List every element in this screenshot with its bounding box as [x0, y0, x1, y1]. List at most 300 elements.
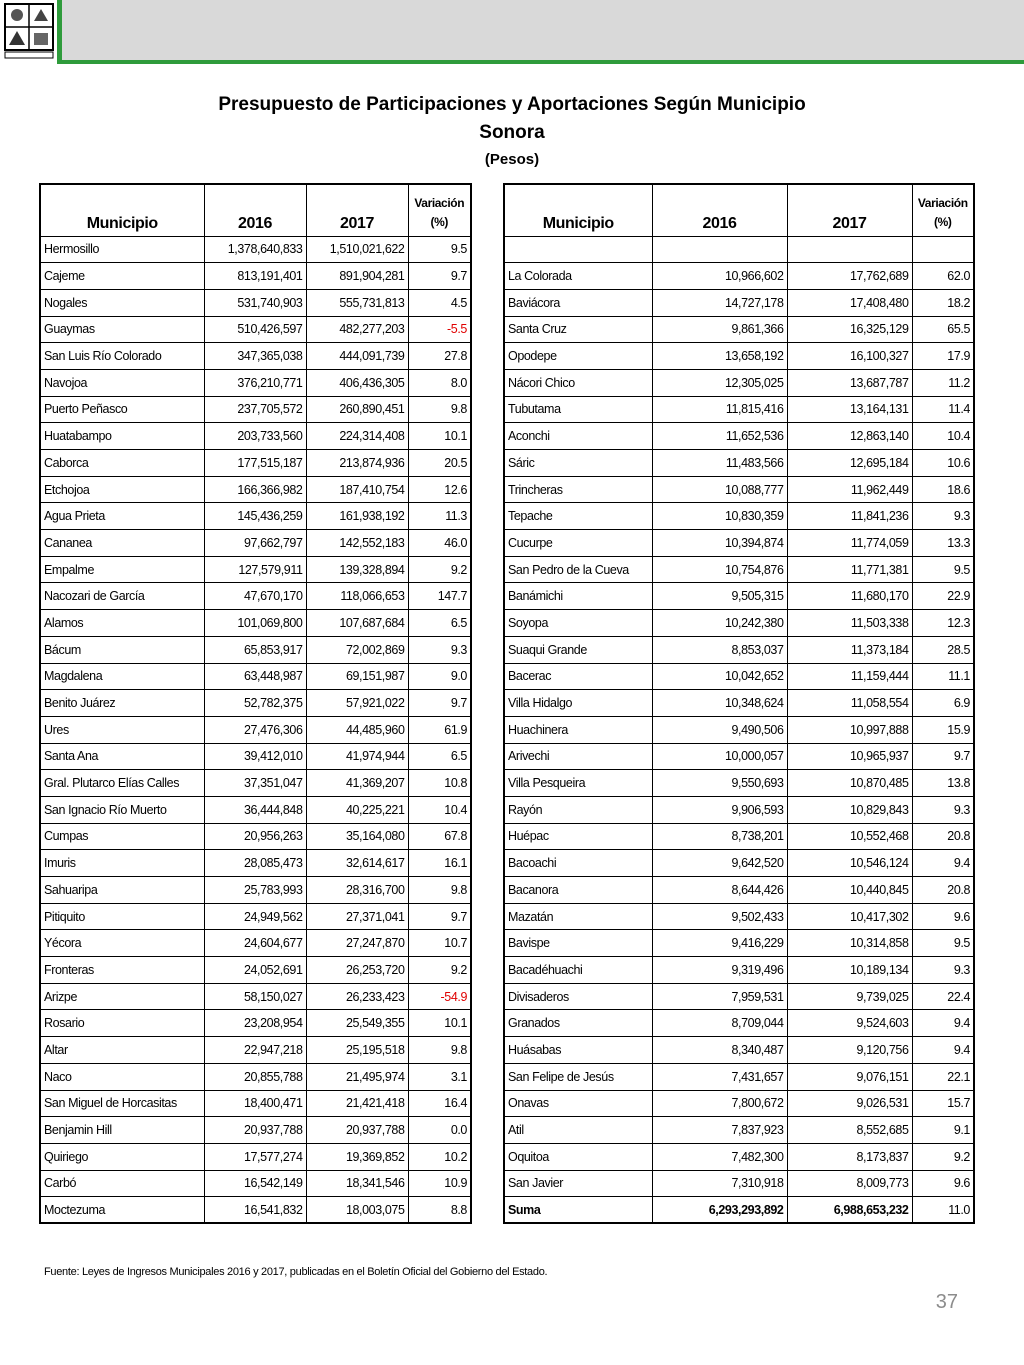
variacion-cell [912, 236, 974, 263]
value-2017-cell: 44,485,960 [306, 716, 408, 743]
municipio-cell: Huatabampo [40, 423, 204, 450]
table-row [40, 1063, 471, 1090]
value-2017-cell: 10,417,302 [787, 903, 912, 930]
value-2017-cell: 41,369,207 [306, 770, 408, 797]
variacion-cell: 11.3 [408, 503, 471, 530]
municipio-cell: La Colorada [504, 263, 652, 290]
table-row [504, 610, 974, 637]
value-2016-cell: 11,483,566 [652, 450, 787, 477]
variacion-cell: 61.9 [408, 716, 471, 743]
variacion-cell: 15.9 [912, 716, 974, 743]
variacion-cell: 9.7 [408, 263, 471, 290]
value-2017-cell: 28,316,700 [306, 877, 408, 904]
municipio-cell: Rayón [504, 796, 652, 823]
variacion-cell: 10.6 [912, 450, 974, 477]
municipio-cell: San Luis Río Colorado [40, 343, 204, 370]
table-row [40, 663, 471, 690]
table-row [40, 236, 471, 263]
value-2016-cell: 9,906,593 [652, 796, 787, 823]
col-municipio: Municipio [40, 184, 204, 236]
variacion-cell: 20.8 [912, 823, 974, 850]
variacion-cell: 9.4 [912, 1010, 974, 1037]
coat-of-arms-icon [4, 3, 54, 59]
variacion-cell: 10.1 [408, 423, 471, 450]
municipio-cell: Divisaderos [504, 983, 652, 1010]
value-2016-cell: 63,448,987 [204, 663, 306, 690]
table-row [504, 716, 974, 743]
value-2016-cell [652, 236, 787, 263]
value-2016-cell: 9,490,506 [652, 716, 787, 743]
value-2016-cell: 9,505,315 [652, 583, 787, 610]
table-row [40, 450, 471, 477]
municipio-cell: San Javier [504, 1170, 652, 1197]
value-2017-cell: 18,341,546 [306, 1170, 408, 1197]
value-2017-cell: 161,938,192 [306, 503, 408, 530]
value-2016-cell: 13,658,192 [652, 343, 787, 370]
value-2016-cell: 65,853,917 [204, 636, 306, 663]
table-row [40, 1143, 471, 1170]
value-2017-cell: 482,277,203 [306, 316, 408, 343]
table-row [40, 289, 471, 316]
state-logo [0, 0, 62, 64]
municipio-cell: Magdalena [40, 663, 204, 690]
table-row [504, 636, 974, 663]
variacion-cell: 18.6 [912, 476, 974, 503]
table-row [40, 1010, 471, 1037]
municipio-cell: Huásabas [504, 1037, 652, 1064]
table-row [40, 316, 471, 343]
table-row [40, 503, 471, 530]
value-2017-cell: 10,870,485 [787, 770, 912, 797]
value-2016-cell: 347,365,038 [204, 343, 306, 370]
variacion-cell: 9.8 [408, 1037, 471, 1064]
municipio-cell [504, 236, 652, 263]
value-2017-cell: 10,997,888 [787, 716, 912, 743]
variacion-cell: 9.5 [408, 236, 471, 263]
municipio-cell: Arivechi [504, 743, 652, 770]
value-2017-cell: 11,841,236 [787, 503, 912, 530]
value-2016-cell: 10,000,057 [652, 743, 787, 770]
value-2016-cell: 7,837,923 [652, 1117, 787, 1144]
table-row [504, 236, 974, 263]
variacion-cell: 9.5 [912, 556, 974, 583]
table-row [40, 1090, 471, 1117]
table-row [40, 743, 471, 770]
variacion-cell: 20.5 [408, 450, 471, 477]
value-2017-cell: 13,687,787 [787, 369, 912, 396]
variacion-cell: 22.9 [912, 583, 974, 610]
municipio-cell: Rosario [40, 1010, 204, 1037]
value-2016-cell: 58,150,027 [204, 983, 306, 1010]
value-2017-cell: 444,091,739 [306, 343, 408, 370]
municipio-cell: Agua Prieta [40, 503, 204, 530]
value-2017-cell: 21,421,418 [306, 1090, 408, 1117]
variacion-cell: 62.0 [912, 263, 974, 290]
value-2016-cell: 10,088,777 [652, 476, 787, 503]
municipio-cell: Mazatán [504, 903, 652, 930]
value-2017-cell: 16,100,327 [787, 343, 912, 370]
value-2016-cell: 531,740,903 [204, 289, 306, 316]
municipio-cell: Arizpe [40, 983, 204, 1010]
table-row [40, 1117, 471, 1144]
variacion-cell: 22.1 [912, 1063, 974, 1090]
variacion-cell: 9.7 [912, 743, 974, 770]
value-2017-cell: 11,503,338 [787, 610, 912, 637]
table-row [40, 556, 471, 583]
total-row [504, 1197, 974, 1224]
value-2016-cell: 9,319,496 [652, 957, 787, 984]
value-2016-cell: 10,966,602 [652, 263, 787, 290]
table-row [504, 369, 974, 396]
municipio-cell: Trincheras [504, 476, 652, 503]
page-title: Presupuesto de Participaciones y Aportaciones Según Municipio [218, 94, 806, 115]
variacion-cell: 9.2 [912, 1143, 974, 1170]
municipio-cell: Bacerac [504, 663, 652, 690]
value-2017-cell [787, 236, 912, 263]
value-2016-cell: 20,956,263 [204, 823, 306, 850]
municipio-cell: Cumpas [40, 823, 204, 850]
table-row [504, 503, 974, 530]
units-label: (Pesos) [484, 151, 540, 168]
municipio-cell: Huépac [504, 823, 652, 850]
table-row [40, 263, 471, 290]
value-2016-cell: 237,705,572 [204, 396, 306, 423]
table-row [504, 423, 974, 450]
municipio-cell: Etchojoa [40, 476, 204, 503]
municipio-cell: Nogales [40, 289, 204, 316]
municipio-cell: Soyopa [504, 610, 652, 637]
table-row [504, 530, 974, 557]
variacion-cell: -54.9 [408, 983, 471, 1010]
variacion-cell: 10.8 [408, 770, 471, 797]
municipio-cell: Bavispe [504, 930, 652, 957]
value-2017-cell: 16,325,129 [787, 316, 912, 343]
table-row [504, 1037, 974, 1064]
value-2017-cell: 9,524,603 [787, 1010, 912, 1037]
variacion-cell: 9.3 [912, 796, 974, 823]
table-row [504, 476, 974, 503]
municipio-cell: Guaymas [40, 316, 204, 343]
variacion-cell: 22.4 [912, 983, 974, 1010]
variacion-cell: 6.5 [408, 610, 471, 637]
municipio-cell: Sáric [504, 450, 652, 477]
value-2016-cell: 1,378,640,833 [204, 236, 306, 263]
value-2016-cell: 25,783,993 [204, 877, 306, 904]
table-row [504, 316, 974, 343]
value-2016-cell: 510,426,597 [204, 316, 306, 343]
variacion-cell: 9.2 [408, 957, 471, 984]
value-2017-cell: 11,774,059 [787, 530, 912, 557]
value-2016-cell: 8,709,044 [652, 1010, 787, 1037]
table-row [504, 823, 974, 850]
table-row [504, 796, 974, 823]
municipio-cell: Moctezuma [40, 1197, 204, 1224]
col-2016: 2016 [652, 184, 787, 236]
municipio-cell: Empalme [40, 556, 204, 583]
variacion-cell: 9.3 [912, 503, 974, 530]
value-2017-cell: 1,510,021,622 [306, 236, 408, 263]
table-row [40, 396, 471, 423]
table-row [504, 1143, 974, 1170]
value-2017-cell: 10,829,843 [787, 796, 912, 823]
table-row [40, 636, 471, 663]
value-2017-cell: 18,003,075 [306, 1197, 408, 1224]
table-right [503, 183, 975, 1224]
value-2017-cell: 13,164,131 [787, 396, 912, 423]
municipio-cell: Huachinera [504, 716, 652, 743]
variacion-cell: 9.3 [912, 957, 974, 984]
value-2017-cell: 142,552,183 [306, 530, 408, 557]
value-2017-cell: 25,195,518 [306, 1037, 408, 1064]
municipio-cell: Imuris [40, 850, 204, 877]
value-2016-cell: 10,754,876 [652, 556, 787, 583]
value-2016-cell: 23,208,954 [204, 1010, 306, 1037]
value-2017-cell: 32,614,617 [306, 850, 408, 877]
header-bar [0, 0, 1024, 64]
value-2017-cell: 27,371,041 [306, 903, 408, 930]
value-2017-cell: 11,373,184 [787, 636, 912, 663]
table-row [504, 1063, 974, 1090]
municipio-cell: Santa Cruz [504, 316, 652, 343]
table-row [40, 877, 471, 904]
source-note: Fuente: Leyes de Ingresos Municipales 2016 y 2017, publicadas en el Boletín Oficial del Gobierno del Estado. [44, 1266, 548, 1278]
variacion-cell: 8.0 [408, 369, 471, 396]
value-2016-cell: 24,949,562 [204, 903, 306, 930]
variacion-cell: 10.4 [408, 796, 471, 823]
municipio-cell: Naco [40, 1063, 204, 1090]
table-row [504, 983, 974, 1010]
municipio-cell: Tepache [504, 503, 652, 530]
municipio-cell: Quiriego [40, 1143, 204, 1170]
value-2016-cell: 7,959,531 [652, 983, 787, 1010]
value-2016-cell: 203,733,560 [204, 423, 306, 450]
value-2017-cell: 213,874,936 [306, 450, 408, 477]
table-row [40, 796, 471, 823]
municipio-cell: Cananea [40, 530, 204, 557]
table-row [504, 690, 974, 717]
value-2017-cell: 10,965,937 [787, 743, 912, 770]
value-2017-cell: 11,058,554 [787, 690, 912, 717]
value-2017-cell: 11,680,170 [787, 583, 912, 610]
table-row [40, 930, 471, 957]
value-2017-cell: 10,189,134 [787, 957, 912, 984]
variacion-cell: 16.4 [408, 1090, 471, 1117]
value-2016-cell: 376,210,771 [204, 369, 306, 396]
value-2016-cell: 813,191,401 [204, 263, 306, 290]
table-row [40, 823, 471, 850]
municipio-cell: Carbó [40, 1170, 204, 1197]
municipio-cell: Aconchi [504, 423, 652, 450]
variacion-cell: 9.7 [408, 903, 471, 930]
table-row [504, 930, 974, 957]
table-row [40, 716, 471, 743]
municipio-cell: Sahuaripa [40, 877, 204, 904]
total-variacion: 11.0 [912, 1197, 974, 1224]
variacion-cell: 6.9 [912, 690, 974, 717]
variacion-cell: 16.1 [408, 850, 471, 877]
variacion-cell: 20.8 [912, 877, 974, 904]
variacion-cell: 147.7 [408, 583, 471, 610]
value-2017-cell: 107,687,684 [306, 610, 408, 637]
col-2017: 2017 [787, 184, 912, 236]
table-row [504, 663, 974, 690]
municipio-cell: Bacanora [504, 877, 652, 904]
variacion-cell: -5.5 [408, 316, 471, 343]
municipio-cell: Banámichi [504, 583, 652, 610]
variacion-cell: 67.8 [408, 823, 471, 850]
value-2016-cell: 14,727,178 [652, 289, 787, 316]
table-row [40, 369, 471, 396]
value-2016-cell: 145,436,259 [204, 503, 306, 530]
table-row [40, 903, 471, 930]
value-2017-cell: 9,026,531 [787, 1090, 912, 1117]
table-header-row [504, 184, 974, 236]
table-row [504, 396, 974, 423]
value-2016-cell: 47,670,170 [204, 583, 306, 610]
value-2017-cell: 9,739,025 [787, 983, 912, 1010]
municipio-cell: San Miguel de Horcasitas [40, 1090, 204, 1117]
value-2017-cell: 69,151,987 [306, 663, 408, 690]
municipio-cell: San Pedro de la Cueva [504, 556, 652, 583]
municipio-cell: Gral. Plutarco Elías Calles [40, 770, 204, 797]
municipio-cell: Benjamin Hill [40, 1117, 204, 1144]
municipio-cell: Ures [40, 716, 204, 743]
value-2017-cell: 10,546,124 [787, 850, 912, 877]
value-2016-cell: 27,476,306 [204, 716, 306, 743]
value-2016-cell: 8,738,201 [652, 823, 787, 850]
table-row [40, 423, 471, 450]
variacion-cell: 9.0 [408, 663, 471, 690]
municipio-cell: Yécora [40, 930, 204, 957]
value-2016-cell: 8,340,487 [652, 1037, 787, 1064]
value-2017-cell: 25,549,355 [306, 1010, 408, 1037]
table-row [40, 476, 471, 503]
variacion-cell: 10.9 [408, 1170, 471, 1197]
table-header-row [40, 184, 471, 236]
municipio-cell: Cajeme [40, 263, 204, 290]
value-2016-cell: 11,652,536 [652, 423, 787, 450]
value-2017-cell: 57,921,022 [306, 690, 408, 717]
municipio-cell: Bacoachi [504, 850, 652, 877]
value-2016-cell: 8,644,426 [652, 877, 787, 904]
municipio-cell: Nácori Chico [504, 369, 652, 396]
table-row [504, 556, 974, 583]
value-2016-cell: 24,604,677 [204, 930, 306, 957]
total-2017: 6,988,653,232 [787, 1197, 912, 1224]
value-2016-cell: 12,305,025 [652, 369, 787, 396]
value-2016-cell: 20,937,788 [204, 1117, 306, 1144]
variacion-cell: 10.7 [408, 930, 471, 957]
variacion-cell: 3.1 [408, 1063, 471, 1090]
value-2017-cell: 10,440,845 [787, 877, 912, 904]
value-2017-cell: 10,552,468 [787, 823, 912, 850]
table-row [40, 690, 471, 717]
variacion-cell: 13.8 [912, 770, 974, 797]
table-row [504, 1170, 974, 1197]
municipio-cell: Benito Juárez [40, 690, 204, 717]
table-row [504, 957, 974, 984]
municipio-cell: Fronteras [40, 957, 204, 984]
value-2017-cell: 224,314,408 [306, 423, 408, 450]
table-row [504, 877, 974, 904]
variacion-cell: 11.1 [912, 663, 974, 690]
variacion-cell: 11.4 [912, 396, 974, 423]
variacion-cell: 9.4 [912, 850, 974, 877]
value-2016-cell: 10,394,874 [652, 530, 787, 557]
value-2017-cell: 118,066,653 [306, 583, 408, 610]
table-row [504, 743, 974, 770]
value-2017-cell: 139,328,894 [306, 556, 408, 583]
value-2016-cell: 10,242,380 [652, 610, 787, 637]
value-2017-cell: 41,974,944 [306, 743, 408, 770]
variacion-cell: 10.2 [408, 1143, 471, 1170]
value-2016-cell: 16,541,832 [204, 1197, 306, 1224]
page-number: 37 [935, 1291, 958, 1313]
table-row [504, 583, 974, 610]
municipio-cell: Santa Ana [40, 743, 204, 770]
municipio-cell: Villa Pesqueira [504, 770, 652, 797]
value-2017-cell: 8,173,837 [787, 1143, 912, 1170]
variacion-cell: 46.0 [408, 530, 471, 557]
variacion-cell: 12.6 [408, 476, 471, 503]
table-row [40, 1170, 471, 1197]
table-row [504, 343, 974, 370]
value-2016-cell: 20,855,788 [204, 1063, 306, 1090]
table-row [40, 957, 471, 984]
value-2017-cell: 891,904,281 [306, 263, 408, 290]
total-label: Suma [504, 1197, 652, 1224]
value-2017-cell: 17,408,480 [787, 289, 912, 316]
value-2016-cell: 16,542,149 [204, 1170, 306, 1197]
municipio-cell: Tubutama [504, 396, 652, 423]
col-2017: 2017 [306, 184, 408, 236]
value-2016-cell: 7,482,300 [652, 1143, 787, 1170]
value-2017-cell: 26,253,720 [306, 957, 408, 984]
variacion-cell: 9.1 [912, 1117, 974, 1144]
value-2017-cell: 35,164,080 [306, 823, 408, 850]
value-2016-cell: 7,310,918 [652, 1170, 787, 1197]
table-row [504, 263, 974, 290]
municipio-cell: Alamos [40, 610, 204, 637]
page-subtitle: Sonora [479, 122, 545, 143]
value-2016-cell: 28,085,473 [204, 850, 306, 877]
municipio-cell: Hermosillo [40, 236, 204, 263]
value-2017-cell: 17,762,689 [787, 263, 912, 290]
variacion-cell: 11.2 [912, 369, 974, 396]
municipio-cell: Bácum [40, 636, 204, 663]
value-2017-cell: 21,495,974 [306, 1063, 408, 1090]
value-2016-cell: 11,815,416 [652, 396, 787, 423]
value-2016-cell: 39,412,010 [204, 743, 306, 770]
value-2016-cell: 177,515,187 [204, 450, 306, 477]
value-2017-cell: 12,863,140 [787, 423, 912, 450]
variacion-cell: 0.0 [408, 1117, 471, 1144]
value-2016-cell: 7,800,672 [652, 1090, 787, 1117]
variacion-cell: 17.9 [912, 343, 974, 370]
table-row [504, 289, 974, 316]
value-2017-cell: 555,731,813 [306, 289, 408, 316]
municipio-cell: San Ignacio Río Muerto [40, 796, 204, 823]
col-variacion: Variación (%) [912, 184, 974, 236]
value-2016-cell: 166,366,982 [204, 476, 306, 503]
total-2016: 6,293,293,892 [652, 1197, 787, 1224]
value-2016-cell: 9,861,366 [652, 316, 787, 343]
table-row [504, 1010, 974, 1037]
value-2017-cell: 19,369,852 [306, 1143, 408, 1170]
col-variacion: Variación (%) [408, 184, 471, 236]
municipio-cell: Baviácora [504, 289, 652, 316]
variacion-cell: 9.4 [912, 1037, 974, 1064]
